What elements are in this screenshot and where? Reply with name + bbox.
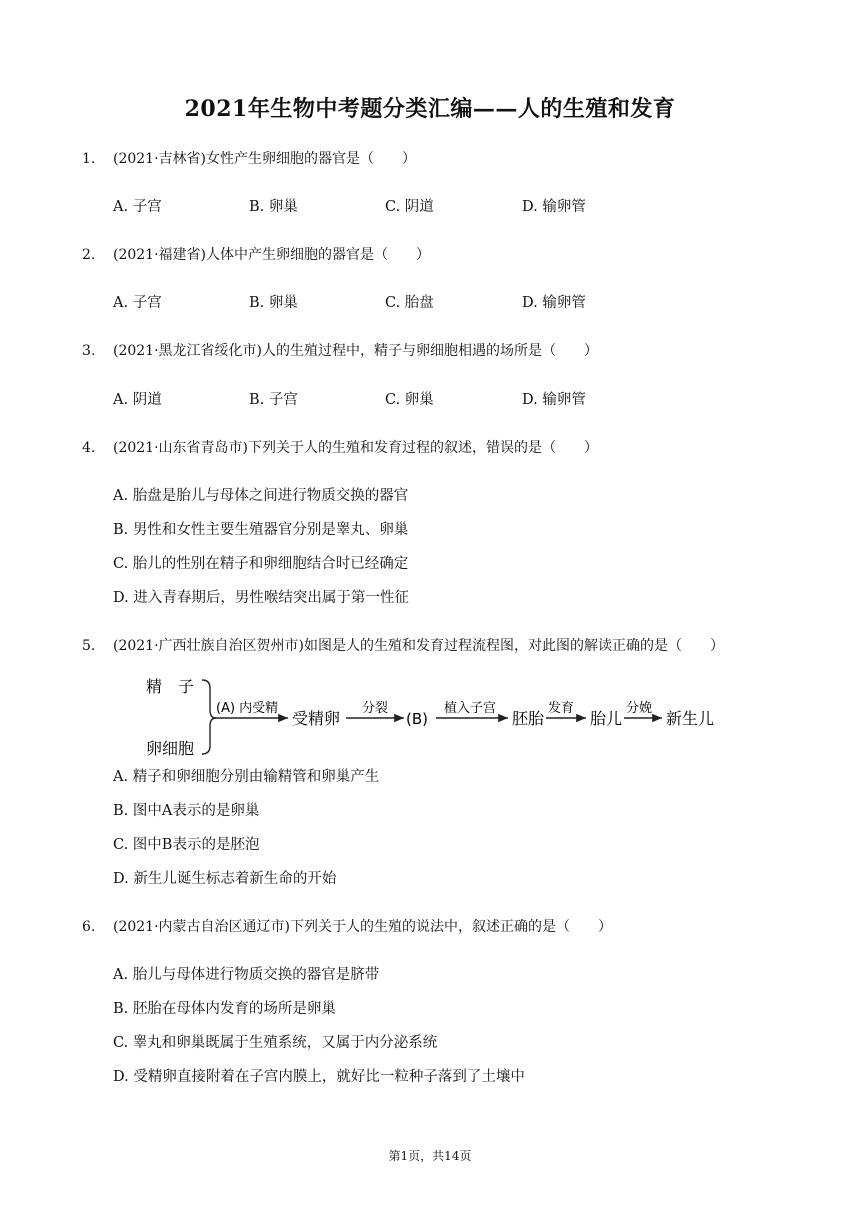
option-c[interactable]: C. 图中B表示的是胚泡 bbox=[113, 837, 260, 853]
a-label: (A) 内受精 bbox=[216, 701, 279, 716]
option-b[interactable]: B. 子宫 bbox=[249, 392, 298, 408]
question-stem: (2021·吉林省)女性产生卵细胞的器官是（ ） bbox=[113, 151, 417, 167]
embryo-label: 胚胎 bbox=[512, 709, 545, 728]
option-b[interactable]: B. 胚胎在母体内发育的场所是卵巢 bbox=[113, 1001, 336, 1017]
page-footer: 第1页，共14页 bbox=[388, 1149, 472, 1163]
option-c[interactable]: C. 胎盘 bbox=[385, 295, 434, 311]
option-b[interactable]: B. 卵巢 bbox=[249, 295, 298, 311]
option-d[interactable]: D. 新生儿诞生标志着新生命的开始 bbox=[113, 871, 337, 887]
question-5 bbox=[82, 636, 724, 656]
question-1 bbox=[82, 149, 416, 169]
question-4 bbox=[82, 438, 598, 458]
option-b[interactable]: B. 卵巢 bbox=[249, 199, 298, 215]
question-2 bbox=[82, 245, 430, 265]
brace bbox=[202, 680, 216, 754]
question-number: 6. bbox=[82, 919, 96, 935]
question-stem: (2021·广西壮族自治区贺州市)如图是人的生殖和发育过程流程图，对此图的解读正确的是（ ） bbox=[113, 638, 725, 654]
implant-label: 植入子宫 bbox=[444, 701, 497, 716]
question-stem: (2021·黑龙江省绥化市)人的生殖过程中，精子与卵细胞相遇的场所是（ ） bbox=[113, 343, 599, 359]
question-stem: (2021·内蒙古自治区通辽市)下列关于人的生殖的说法中，叙述正确的是（ ） bbox=[113, 919, 613, 935]
option-d[interactable]: D. 进入青春期后，男性喉结突出属于第一性征 bbox=[113, 590, 409, 606]
egg-label: 卵细胞 bbox=[146, 739, 195, 758]
option-c[interactable]: C. 卵巢 bbox=[385, 392, 434, 408]
question-stem: (2021·山东省青岛市)下列关于人的生殖和发育过程的叙述，错误的是（ ） bbox=[113, 440, 599, 456]
option-a[interactable]: A. 胎儿与母体进行物质交换的器官是脐带 bbox=[113, 967, 380, 983]
zygote-label: 受精卵 bbox=[292, 709, 341, 728]
option-d[interactable]: D. 受精卵直接附着在子宫内膜上，就好比一粒种子落到了土壤中 bbox=[113, 1069, 525, 1085]
question-number: 5. bbox=[82, 638, 96, 654]
option-c[interactable]: C. 阴道 bbox=[385, 199, 434, 215]
option-a[interactable]: A. 胎盘是胎儿与母体之间进行物质交换的器官 bbox=[113, 488, 409, 504]
option-a[interactable]: A. 子宫 bbox=[113, 199, 162, 215]
question-number: 1. bbox=[82, 151, 96, 167]
option-b[interactable]: B. 图中A表示的是卵巢 bbox=[113, 803, 260, 819]
develop-label: 发育 bbox=[548, 701, 575, 716]
question-number: 3. bbox=[82, 343, 96, 359]
question-3 bbox=[82, 341, 598, 361]
option-a[interactable]: A. 子宫 bbox=[113, 295, 162, 311]
question-number: 2. bbox=[82, 247, 96, 263]
question-stem: (2021·福建省)人体中产生卵细胞的器官是（ ） bbox=[113, 247, 431, 263]
reproduction-flow-diagram bbox=[140, 674, 740, 760]
question-number: 4. bbox=[82, 440, 96, 456]
option-b[interactable]: B. 男性和女性主要生殖器官分别是睾丸、卵巢 bbox=[113, 522, 409, 538]
newborn-label: 新生儿 bbox=[666, 709, 715, 728]
option-a[interactable]: A. 阴道 bbox=[113, 392, 162, 408]
fetus-label: 胎儿 bbox=[590, 709, 623, 728]
page-title: 2021年生物中考题分类汇编——人的生殖和发育 bbox=[184, 96, 676, 122]
b-node: (B) bbox=[406, 710, 428, 728]
sperm-label: 精 子 bbox=[146, 677, 195, 696]
option-c[interactable]: C. 胎儿的性别在精子和卵细胞结合时已经确定 bbox=[113, 556, 409, 572]
option-a[interactable]: A. 精子和卵细胞分别由输精管和卵巢产生 bbox=[113, 769, 380, 785]
option-c[interactable]: C. 睾丸和卵巢既属于生殖系统，又属于内分泌系统 bbox=[113, 1035, 438, 1051]
option-d[interactable]: D. 输卵管 bbox=[522, 199, 586, 215]
birth-label: 分娩 bbox=[626, 701, 653, 716]
option-d[interactable]: D. 输卵管 bbox=[522, 295, 586, 311]
option-d[interactable]: D. 输卵管 bbox=[522, 392, 586, 408]
split-label: 分裂 bbox=[362, 701, 389, 716]
question-6 bbox=[82, 917, 612, 937]
